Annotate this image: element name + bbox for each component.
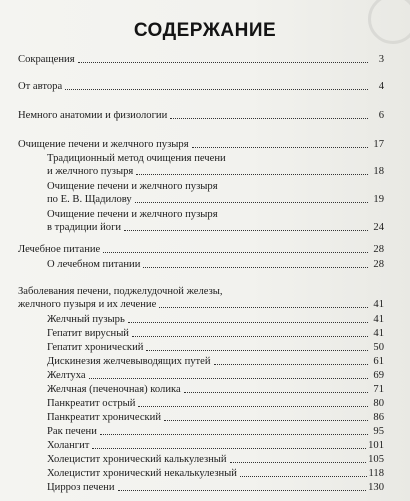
toc-page-number: 69 [373, 370, 384, 381]
toc-page-number: 86 [373, 412, 384, 423]
dot-leader [164, 420, 368, 421]
toc-entry [18, 369, 384, 382]
dot-leader [100, 434, 368, 435]
toc-page-number: 6 [378, 110, 384, 121]
dot-leader [136, 174, 368, 175]
toc-page-number: 130 [368, 482, 384, 493]
dot-leader [159, 307, 368, 308]
dot-leader [240, 476, 367, 477]
toc-entry-text: Рак печени [47, 426, 97, 437]
toc-page-number: 80 [373, 398, 384, 409]
toc-entry-text: Гепатит хронический [47, 342, 144, 353]
toc-entry-text: Очищение печени и желчного пузыря [47, 181, 218, 192]
toc-entry [18, 152, 384, 178]
toc-entry-text: Очищение печени и желчного пузыря [47, 209, 218, 220]
toc-entry-text: Панкреатит острый [47, 398, 136, 409]
dot-leader [135, 202, 368, 203]
toc-page-number: 4 [378, 81, 384, 92]
toc-entry-text: Очищение печени и желчного пузыря [18, 139, 189, 150]
toc-page-number: 61 [373, 356, 384, 367]
toc-entry-text: Традиционный метод очищения печени [47, 153, 226, 164]
toc-entry [18, 383, 384, 396]
toc-entry [18, 397, 384, 410]
toc-page-number: 95 [373, 426, 384, 437]
toc-entry-text: в традиции йоги [47, 222, 122, 233]
dot-leader [124, 230, 368, 231]
toc-entry [18, 425, 384, 438]
toc-page-number: 28 [373, 259, 384, 270]
toc-page-number: 71 [373, 384, 384, 395]
page-title: СОДЕРЖАНИЕ [133, 20, 277, 41]
toc-page-number: 19 [373, 194, 384, 205]
toc-entry [18, 467, 384, 480]
dot-leader [128, 322, 368, 323]
toc-page-number: 118 [368, 468, 384, 479]
dot-leader [89, 378, 368, 379]
toc-entry-text: Желчная (печеночная) колика [47, 384, 181, 395]
toc-entry [18, 411, 384, 424]
toc-entry-text: Немного анатомии и физиологии [18, 110, 168, 121]
toc-entry-text: Желтуха [47, 370, 86, 381]
dot-leader [184, 392, 368, 393]
toc-entry [18, 285, 384, 311]
toc-entry [18, 243, 384, 256]
toc-entry-text: желчного пузыря и их лечение [18, 299, 157, 310]
toc-page-number: 41 [373, 299, 384, 310]
toc-entry [18, 208, 384, 234]
toc-entry-text: Цирроз печени [47, 482, 115, 493]
toc-entry [18, 439, 384, 452]
toc-page-number: 41 [373, 314, 384, 325]
toc-entry [18, 80, 384, 93]
toc-page-number: 41 [373, 328, 384, 339]
toc-entry-text: Холангит [47, 440, 90, 451]
toc-entry-text: по Е. В. Щадилову [47, 194, 132, 205]
dot-leader [143, 267, 368, 268]
dot-leader [192, 147, 368, 148]
dot-leader [214, 364, 368, 365]
toc-entry-text: Желчный пузырь [47, 314, 125, 325]
toc-entry-text: Холецистит хронический некалькулезный [47, 468, 237, 479]
toc-entry-text: Гепатит вирусный [47, 328, 129, 339]
toc-page-number: 18 [373, 166, 384, 177]
toc-page-number: 28 [373, 244, 384, 255]
dot-leader [170, 118, 368, 119]
toc-entry [18, 138, 384, 151]
toc-page-number: 3 [378, 54, 384, 65]
toc-entry [18, 109, 384, 122]
dot-leader [92, 448, 366, 449]
dot-leader [65, 89, 368, 90]
toc-entry [18, 258, 384, 271]
toc-entry-text: От автора [18, 81, 63, 92]
toc-entry-text: Лечебное питание [18, 244, 101, 255]
dot-leader [118, 490, 367, 491]
toc-entry [18, 355, 384, 368]
toc-entry-text: Панкреатит хронический [47, 412, 162, 423]
toc-entry [18, 481, 384, 494]
dot-leader [230, 462, 367, 463]
toc-page-number: 50 [373, 342, 384, 353]
toc-entry-text: Заболевания печени, поджелудочной железы, [18, 286, 223, 297]
toc-entry-text: Холецистит хронический калькулезный [47, 454, 227, 465]
toc-page-number: 101 [368, 440, 384, 451]
toc-entry-text: Сокращения [18, 54, 75, 65]
dot-leader [146, 350, 368, 351]
toc-entry-text: О лечебном питании [47, 259, 141, 270]
toc-entry [18, 313, 384, 326]
dot-leader [103, 252, 368, 253]
dot-leader [138, 406, 368, 407]
toc-entry [18, 180, 384, 206]
toc-entry [18, 53, 384, 66]
toc-entry-text: и желчного пузыря [47, 166, 134, 177]
dot-leader [78, 62, 368, 63]
toc-entry [18, 327, 384, 340]
toc-entry [18, 453, 384, 466]
toc-page-number: 17 [373, 139, 384, 150]
toc-entry-text: Дискинезия желчевыводящих путей [47, 356, 211, 367]
toc-entry [18, 341, 384, 354]
toc-page-number: 105 [368, 454, 384, 465]
dot-leader [132, 336, 368, 337]
toc-page-number: 24 [373, 222, 384, 233]
